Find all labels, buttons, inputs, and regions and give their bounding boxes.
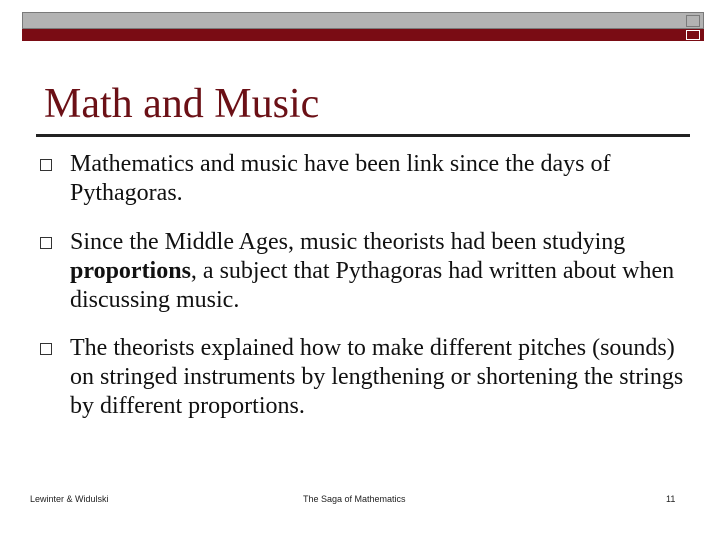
bullet-text-end: , a subject that Pythagoras had written about when discussing music. bbox=[70, 258, 675, 313]
bullet-text-start: Since the Middle Ages, music theorists had been studying bbox=[70, 229, 626, 255]
footer-authors: Lewinter & Widulski bbox=[30, 494, 109, 504]
page-number: 11 bbox=[666, 494, 676, 504]
square-bullet-icon bbox=[40, 237, 52, 249]
square-bullet-icon bbox=[40, 343, 52, 355]
bullet-text bbox=[70, 228, 690, 315]
header-square-gray bbox=[686, 15, 700, 27]
square-bullet-icon bbox=[40, 159, 52, 171]
footer-title: The Saga of Mathematics bbox=[303, 494, 406, 504]
bullet-text: Mathematics and music have been link since the days of Pythagoras. bbox=[70, 151, 611, 206]
decorative-header-bar bbox=[22, 12, 704, 40]
bullet-text: The theorists explained how to make different pitches (sounds) on stringed instruments by lengthening or shortening the strings by different proportions. bbox=[70, 335, 684, 419]
header-bar-gray bbox=[22, 12, 704, 29]
slide-title: Math and Music bbox=[44, 81, 320, 127]
header-bar-red bbox=[22, 29, 704, 41]
header-square-red bbox=[686, 30, 700, 40]
title-underline bbox=[36, 134, 690, 137]
bullet-text-bold: proportions bbox=[70, 258, 191, 284]
